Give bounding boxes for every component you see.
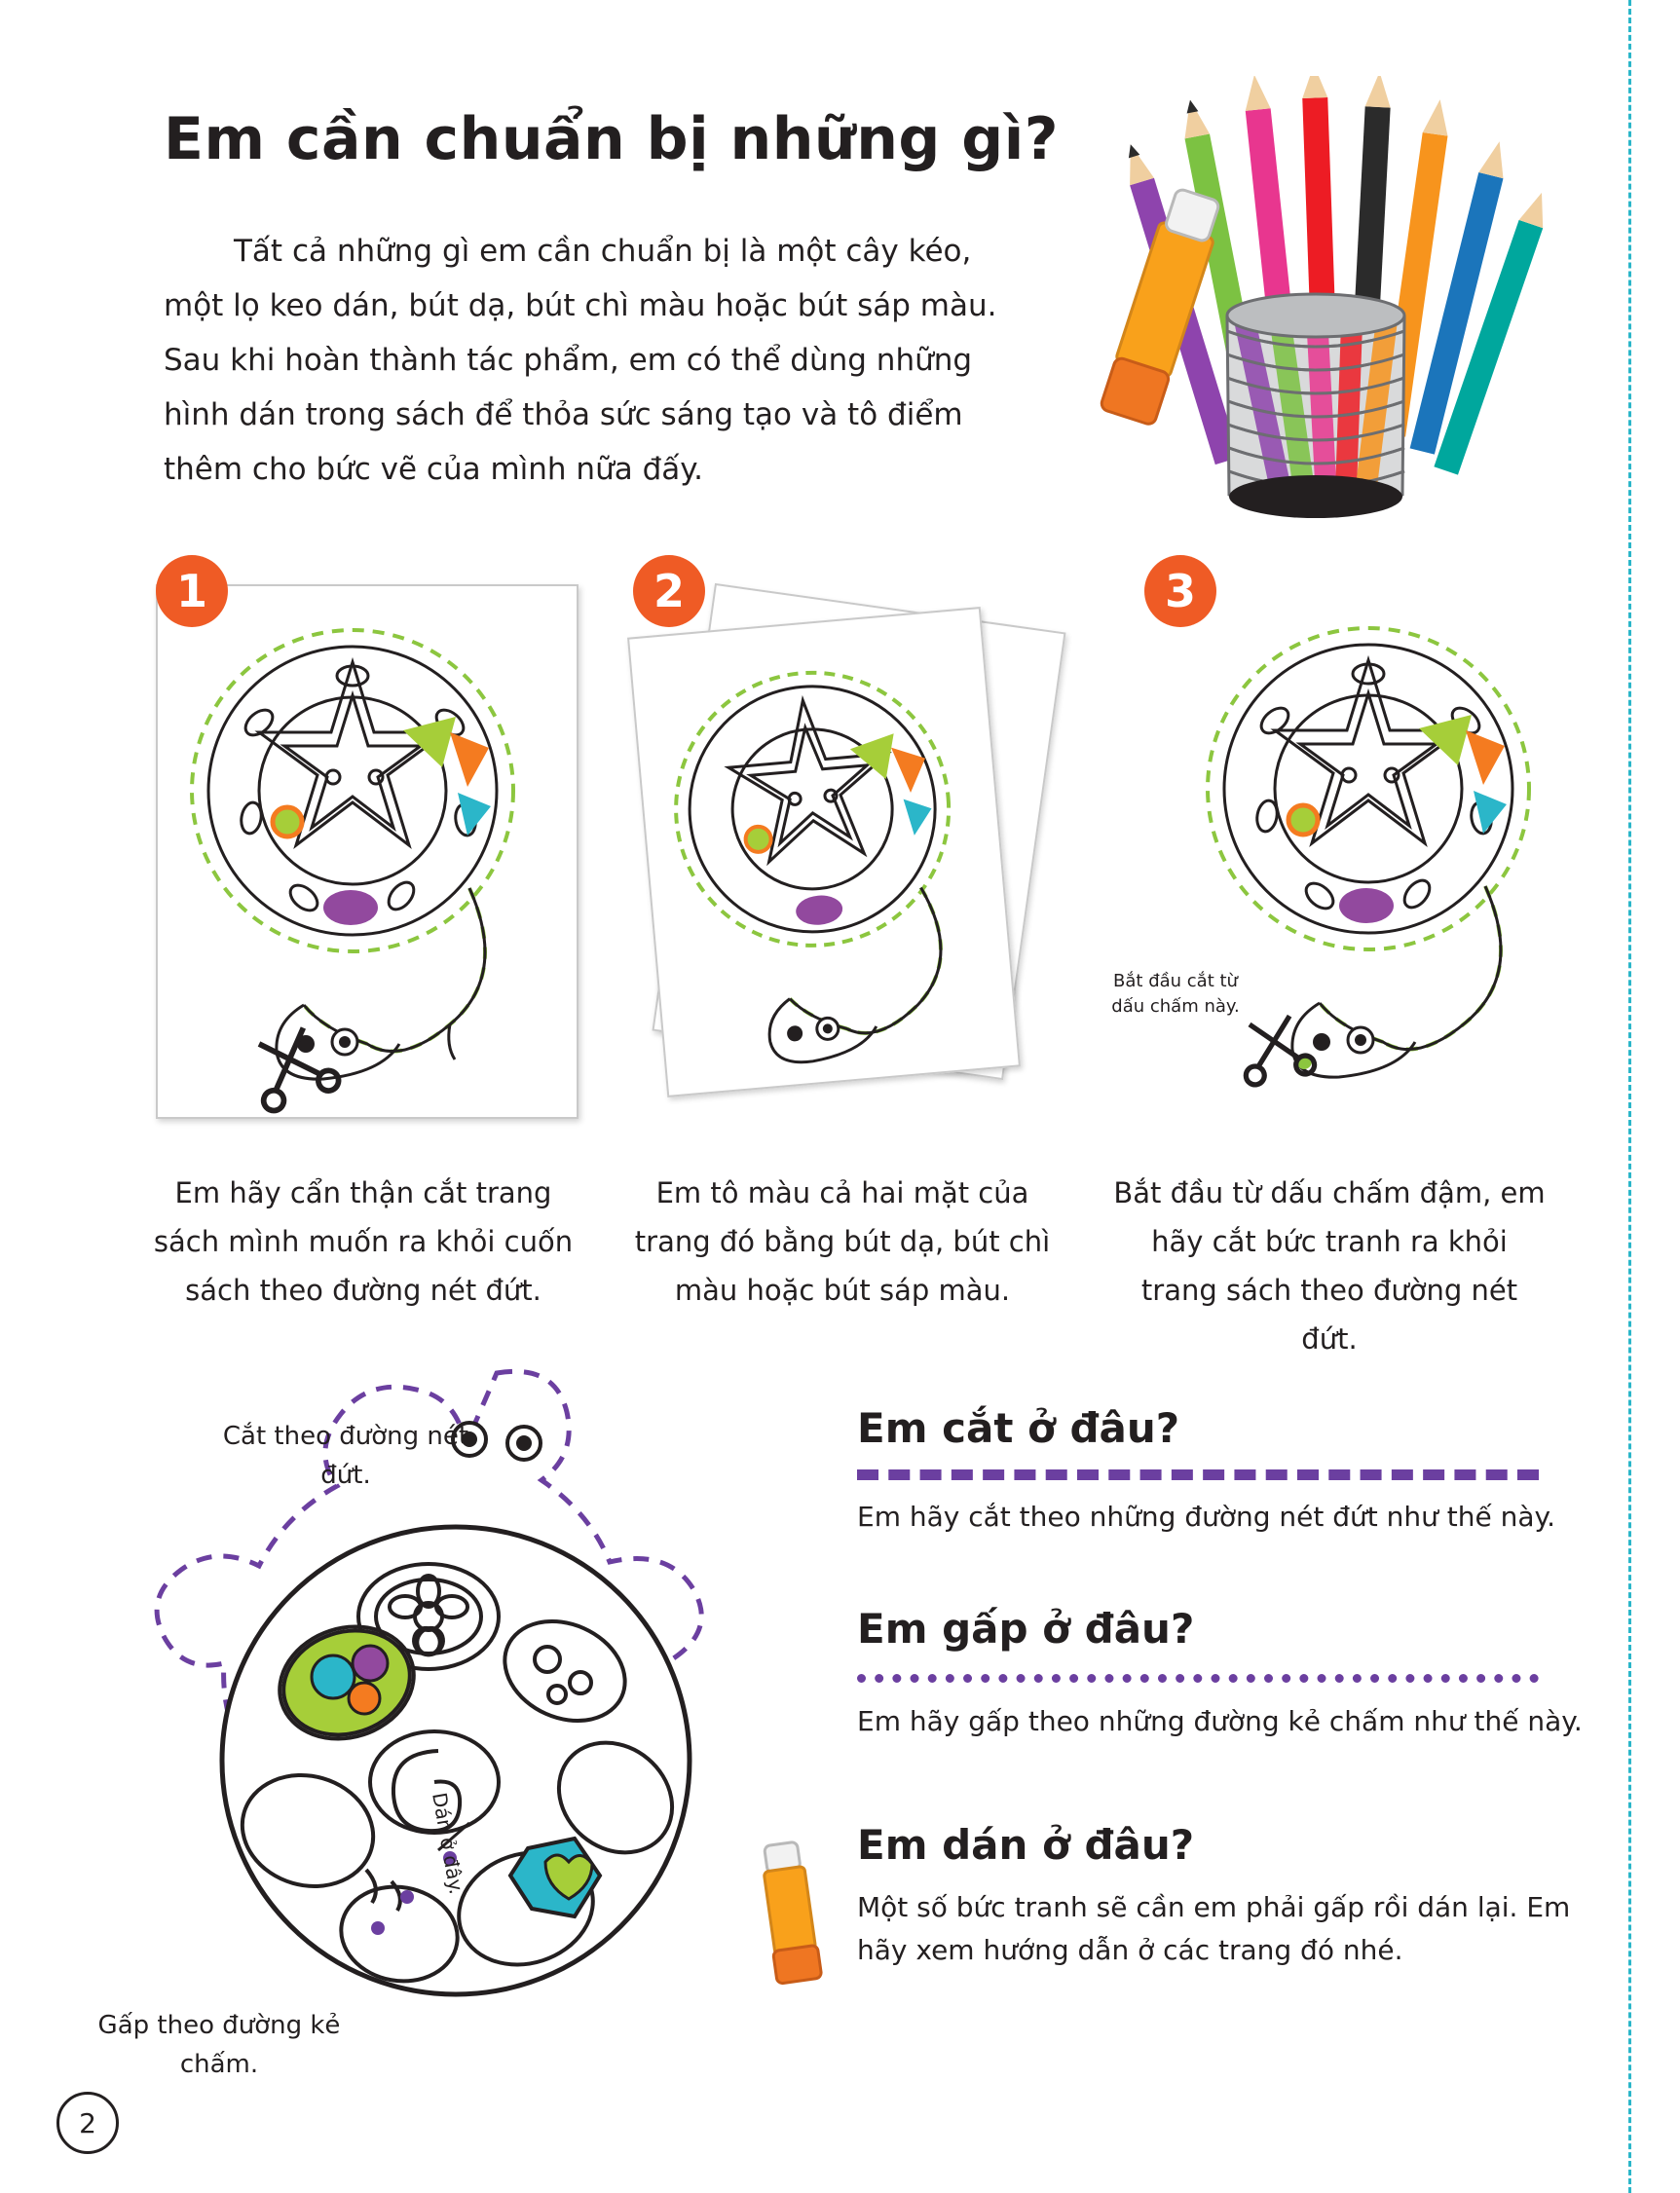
intro-paragraph: Tất cả những gì em cần chuẩn bị là một cây kéo, một lọ keo dán, bút dạ, bút chì màu hoặc bút sáp màu. Sau khi hoàn thành tác phẩm, em có thể dùng những hình dán trong sách để thỏa sức sáng tạo và tô điểm thêm cho bức vẽ của mình nữa đấy. <box>164 234 997 487</box>
step-3-caption: Bắt đầu từ dấu chấm đậm, em hãy cắt bức tranh ra khỏi trang sách theo đường nét đứt. <box>1113 1176 1546 1356</box>
step-2 <box>643 565 1101 1115</box>
step-3 <box>1111 565 1602 1115</box>
turtle-glue-label: Dán ở đây. <box>428 1790 468 1897</box>
turtle-fold-label: Gấp theo đường kẻ chấm. <box>97 2011 341 2079</box>
glue-stick-small-icon <box>742 1833 849 1989</box>
step-2-caption: Em tô màu cả hai mặt của trang đó bằng bút dạ, bút chì màu hoặc bút sáp màu. <box>634 1176 1051 1307</box>
step-2-badge: 2 <box>633 555 705 627</box>
step-1-card <box>156 584 579 1119</box>
qa-fold <box>857 1605 1597 1743</box>
dotted-line-sample <box>857 1674 1539 1683</box>
scissors-icon <box>1236 1013 1317 1086</box>
step-1-caption: Em hãy cẩn thận cắt trang sách mình muốn ra khỏi cuốn sách theo đường nét đứt. <box>153 1176 574 1307</box>
step-2-card-front <box>627 607 1021 1097</box>
pencil-cup-illustration <box>1081 76 1549 553</box>
qa-glue <box>857 1821 1597 1972</box>
qa-cut-body: Em hãy cắt theo những đường nét đứt như thế này. <box>857 1501 1556 1533</box>
qa-glue-heading: Em dán ở đâu? <box>857 1821 1195 1869</box>
qa-cut-heading: Em cắt ở đâu? <box>857 1404 1180 1452</box>
turtle-cut-label: Cắt theo đường nét đứt. <box>222 1422 469 1490</box>
qa-cut <box>857 1404 1597 1539</box>
step-3-start-note: Bắt đầu cắt từ dấu chấm này. <box>1111 971 1240 1017</box>
dashed-line-sample <box>857 1469 1539 1480</box>
page-title: Em cần chuẩn bị những gì? <box>164 105 1060 173</box>
page-number: 2 <box>56 2092 119 2154</box>
scissors-icon <box>244 1022 342 1113</box>
step-3-badge: 3 <box>1144 555 1216 627</box>
qa-fold-body: Em hãy gấp theo những đường kẻ chấm như thế này. <box>857 1705 1583 1737</box>
qa-fold-heading: Em gấp ở đâu? <box>857 1605 1195 1653</box>
step-1-badge: 1 <box>156 555 228 627</box>
step-1 <box>156 565 579 1119</box>
qa-glue-body: Một số bức tranh sẽ cần em phải gấp rồi dán lại. Em hãy xem hướng dẫn ở các trang đó nhé. <box>857 1891 1571 1966</box>
